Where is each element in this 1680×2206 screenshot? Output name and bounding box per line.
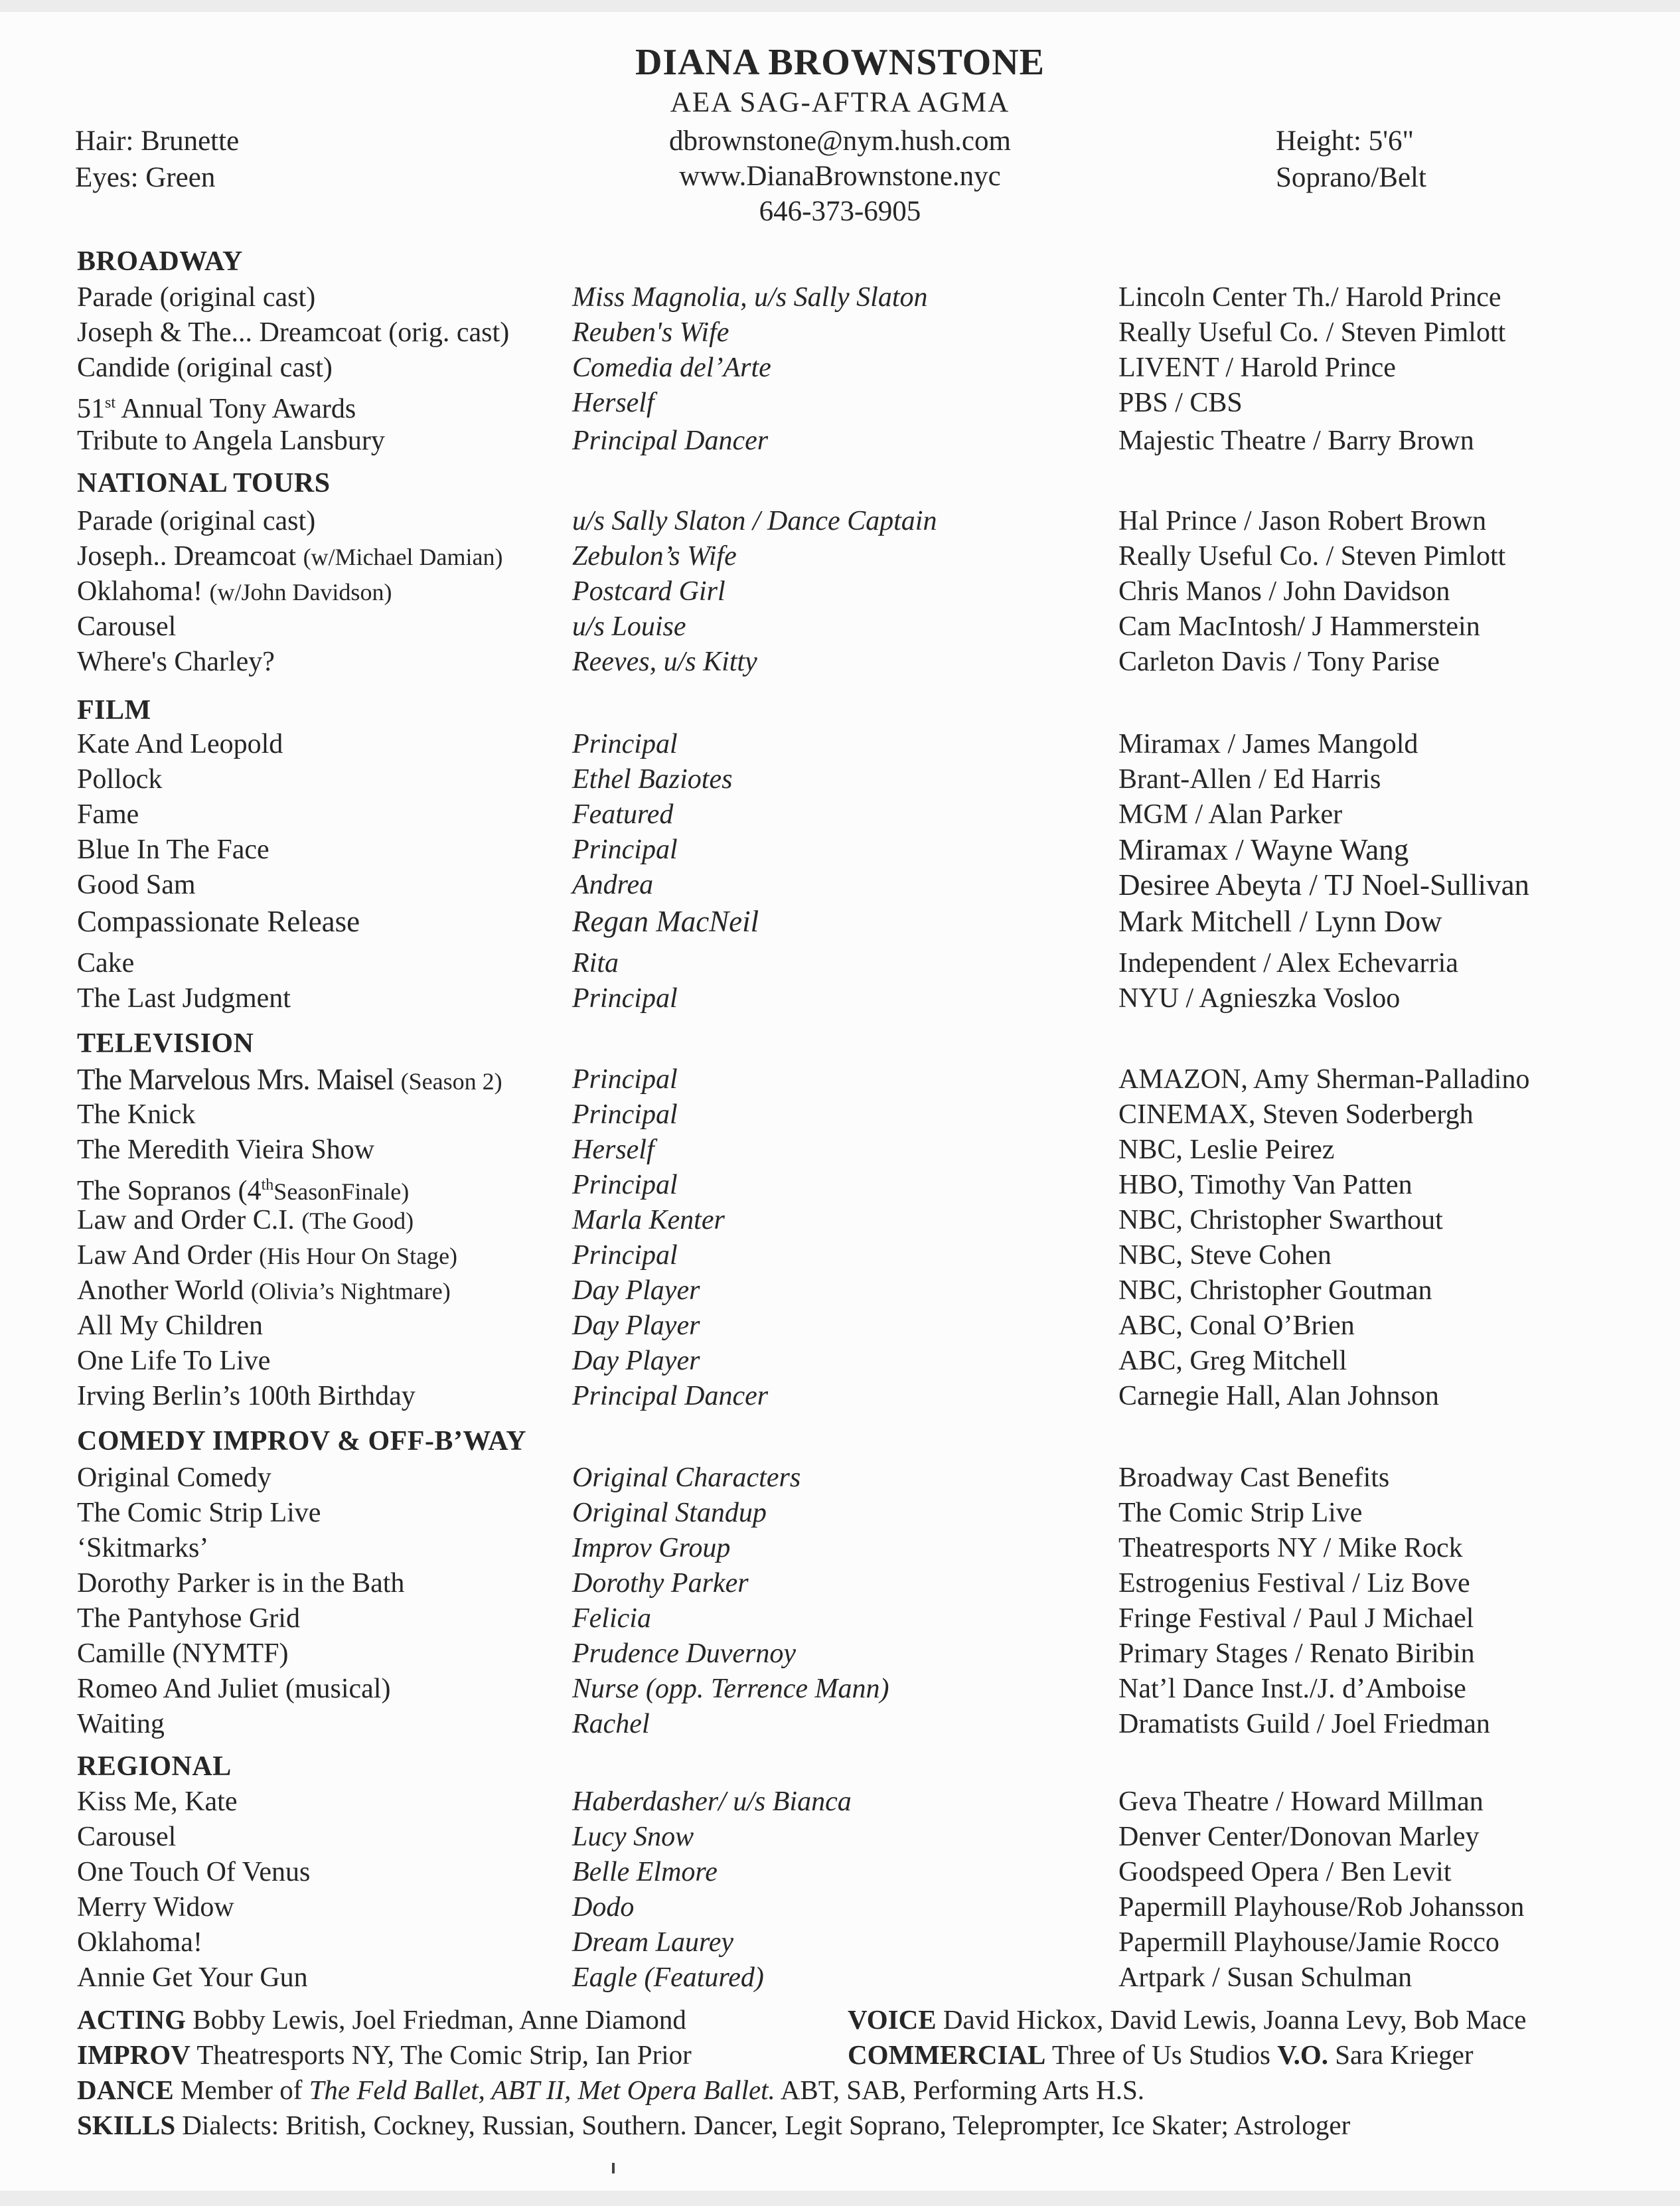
email-address: dbrownstone@nym.hush.com [669, 125, 1011, 157]
credit-show-note: (Olivia’s Nightmare) [250, 1278, 451, 1304]
credit-show: The Knick [77, 1099, 196, 1130]
training-dance-companies: The Feld Ballet, ABT II, Met Opera Ballet. [309, 2075, 775, 2105]
credit-show-note: (w/Michael Damian) [303, 544, 503, 570]
credit-role: Principal [572, 729, 678, 759]
credit-company: MGM / Alan Parker [1118, 799, 1343, 830]
credit-show: Annie Get Your Gun [77, 1962, 308, 1993]
credit-role: Day Player [572, 1275, 700, 1306]
training-acting [77, 2004, 686, 2035]
credit-row [0, 1566, 1680, 1601]
credit-company: Geva Theatre / Howard Millman [1118, 1786, 1484, 1817]
credit-company: LIVENT / Harold Prince [1118, 353, 1396, 383]
credit-show-title: Another World [77, 1275, 251, 1306]
credit-role: Day Player [572, 1346, 700, 1376]
credit-show-rest: SeasonFinale) [273, 1178, 410, 1205]
credit-role: Herself [572, 388, 654, 418]
credit-role: Ethel Baziotes [572, 764, 733, 795]
credit-company: Miramax / James Mangold [1118, 729, 1418, 759]
credit-show: Pollock [77, 764, 163, 795]
credit-show-note: (w/John Davidson) [209, 579, 392, 605]
credit-company: AMAZON, Amy Sherman-Palladino [1118, 1064, 1530, 1095]
skills-label: SKILLS [77, 2110, 176, 2140]
credit-show: One Life To Live [77, 1346, 271, 1376]
credit-row [0, 1531, 1680, 1566]
credit-role: Miss Magnolia, u/s Sally Slaton [572, 282, 928, 313]
credit-show: Parade (original cast) [77, 506, 316, 536]
section-title-national-tours: NATIONAL TOURS [77, 468, 331, 499]
credit-role: Andrea [572, 870, 654, 900]
credit-role: Principal [572, 983, 678, 1014]
credit-row [0, 1925, 1680, 1960]
credit-role: Haberdasher/ u/s Bianca [572, 1786, 852, 1817]
credit-show-number: 51 [77, 394, 105, 424]
credit-row [0, 424, 1680, 459]
credit-role: Improv Group [572, 1533, 731, 1563]
credit-role: Principal [572, 834, 678, 865]
credit-company: NBC, Leslie Peirez [1118, 1135, 1335, 1165]
credit-show: Carousel [77, 1822, 177, 1852]
credit-show: Carousel [77, 611, 177, 642]
section-title-television: TELEVISION [77, 1028, 254, 1059]
credit-company: Theatresports NY / Mike Rock [1118, 1533, 1463, 1563]
credit-role: Principal [572, 1064, 678, 1095]
credit-row [0, 1496, 1680, 1531]
credit-role: Principal [572, 1099, 678, 1130]
credit-row [0, 1168, 1680, 1206]
credit-company: Artpark / Susan Schulman [1118, 1962, 1413, 1993]
credit-show: Good Sam [77, 870, 196, 900]
credit-company: NBC, Christopher Swarthout [1118, 1205, 1443, 1235]
credit-row [0, 609, 1680, 645]
credit-show: Fame [77, 799, 139, 830]
credit-company: CINEMAX, Steven Soderbergh [1118, 1099, 1474, 1130]
scan-bottom-edge [0, 2191, 1680, 2206]
credit-role: Featured [572, 799, 674, 830]
hair-color: Hair: Brunette [75, 125, 240, 157]
credit-company: ABC, Greg Mitchell [1118, 1346, 1347, 1376]
credit-row [0, 1460, 1680, 1496]
credit-row [0, 946, 1680, 981]
credit-company: PBS / CBS [1118, 388, 1243, 418]
credit-row [0, 762, 1680, 797]
skills-text: Dialects: British, Cockney, Russian, Southern. Dancer, Legit Soprano, Teleprompter, Ice Skater; Astrologer [175, 2110, 1351, 2140]
credit-company: Carnegie Hall, Alan Johnson [1118, 1381, 1439, 1411]
credit-row [0, 1960, 1680, 1996]
credit-company: HBO, Timothy Van Patten [1118, 1170, 1413, 1200]
credit-role: Lucy Snow [572, 1822, 694, 1852]
credit-company: Lincoln Center Th./ Harold Prince [1118, 282, 1501, 313]
credit-show [77, 1062, 502, 1099]
credit-show-title: Joseph.. Dreamcoat [77, 541, 303, 572]
credit-role: Nurse (opp. Terrence Mann) [572, 1674, 889, 1704]
credit-role: Herself [572, 1135, 654, 1165]
credit-show: Original Comedy [77, 1462, 271, 1493]
credit-show: Merry Widow [77, 1892, 234, 1923]
credit-row [0, 386, 1680, 424]
credit-company: Really Useful Co. / Steven Pimlott [1118, 317, 1506, 348]
training-voice [848, 2004, 1526, 2035]
performer-name: DIANA BROWNSTONE [635, 42, 1045, 83]
credit-row [0, 1344, 1680, 1379]
credit-show: Candide (original cast) [77, 353, 333, 383]
credit-row [0, 280, 1680, 315]
credit-row [0, 351, 1680, 386]
union-affiliations: AEA SAG-AFTRA AGMA [670, 87, 1010, 118]
credit-company: The Comic Strip Live [1118, 1498, 1363, 1528]
credit-show: Romeo And Juliet (musical) [77, 1674, 391, 1704]
website-url: www.DianaBrownstone.nyc [679, 161, 1001, 192]
credit-show-title: The Marvelous Mrs. Maisel [77, 1063, 401, 1096]
credit-show: All My Children [77, 1310, 263, 1341]
credit-show-note: (Season 2) [400, 1068, 502, 1095]
credit-company: NBC, Steve Cohen [1118, 1240, 1332, 1271]
credit-show: Oklahoma! [77, 1927, 202, 1958]
credit-show: The Comic Strip Live [77, 1498, 321, 1528]
training-dance-text-a: Member of [173, 2075, 309, 2105]
training-dance-text-b: ABT, SAB, Performing Arts H.S. [775, 2075, 1144, 2105]
credit-show [77, 539, 502, 575]
credit-role: Rita [572, 948, 619, 979]
credit-show: Waiting [77, 1709, 165, 1739]
credit-role: Regan MacNeil [572, 905, 759, 938]
credit-company: ABC, Conal O’Brien [1118, 1310, 1355, 1341]
training-commercial [848, 2039, 1474, 2071]
training-commercial-label: COMMERCIAL [848, 2039, 1046, 2070]
training-improv-label: IMPROV [77, 2039, 191, 2070]
credit-role: Principal [572, 1170, 678, 1200]
credit-role: Principal Dancer [572, 426, 769, 456]
training-voice-label: VOICE [848, 2004, 937, 2035]
credit-show: Compassionate Release [77, 905, 360, 938]
credit-company: Estrogenius Festival / Liz Bove [1118, 1568, 1470, 1599]
credit-show: Cake [77, 948, 135, 979]
credit-role: Zebulon’s Wife [572, 541, 737, 572]
training-dance [77, 2074, 1144, 2106]
credit-row [0, 981, 1680, 1016]
credit-role: Eagle (Featured) [572, 1962, 764, 1993]
credit-company: Dramatists Guild / Joel Friedman [1118, 1709, 1490, 1739]
credit-row [0, 832, 1680, 868]
credit-role: Day Player [572, 1310, 700, 1341]
credit-role: u/s Louise [572, 611, 686, 642]
credit-show-note: (The Good) [301, 1208, 414, 1234]
credit-company: Miramax / Wayne Wang [1118, 833, 1409, 866]
credit-show: Where's Charley? [77, 647, 275, 677]
credit-show [77, 1203, 414, 1239]
credit-row [0, 1890, 1680, 1925]
credit-show: Dorothy Parker is in the Bath [77, 1568, 405, 1599]
training-improv [77, 2039, 692, 2071]
credit-role: Principal Dancer [572, 1381, 769, 1411]
credit-company: Independent / Alex Echevarria [1118, 948, 1458, 979]
credit-role: Dream Laurey [572, 1927, 734, 1958]
credit-show-title: Law And Order [77, 1240, 260, 1271]
credit-company: Primary Stages / Renato Biribin [1118, 1638, 1475, 1669]
credit-row [0, 645, 1680, 680]
credit-row [0, 1062, 1680, 1097]
scan-top-edge [0, 0, 1680, 12]
credit-show-rest: Annual Tony Awards [115, 394, 356, 424]
credit-company: Fringe Festival / Paul J Michael [1118, 1603, 1474, 1634]
credit-company: Denver Center/Donovan Marley [1118, 1822, 1480, 1852]
credit-row [0, 1601, 1680, 1636]
credit-row [0, 1097, 1680, 1133]
credit-row [0, 868, 1680, 903]
credit-show [77, 574, 392, 610]
credit-show: Kate And Leopold [77, 729, 283, 759]
training-acting-text: Bobby Lewis, Joel Friedman, Anne Diamond [186, 2004, 686, 2035]
credit-show: One Touch Of Venus [77, 1857, 311, 1887]
credit-company: Goodspeed Opera / Ben Levit [1118, 1857, 1452, 1887]
credit-show-title: The Sopranos (4 [77, 1176, 262, 1206]
credit-show-ordinal: th [261, 1176, 274, 1194]
credit-role: Postcard Girl [572, 576, 725, 607]
credit-row [0, 1855, 1680, 1890]
training-acting-label: ACTING [77, 2004, 187, 2035]
credit-role: Comedia del’Arte [572, 353, 771, 383]
section-title-film: FILM [77, 695, 151, 726]
credit-role: Original Characters [572, 1462, 801, 1493]
training-vo-label: V.O. [1277, 2039, 1328, 2070]
credit-row [0, 1238, 1680, 1273]
credit-show-ordinal: st [105, 394, 116, 412]
credit-company: Brant-Allen / Ed Harris [1118, 764, 1381, 795]
height: Height: 5'6" [1276, 125, 1414, 157]
credit-row [0, 574, 1680, 609]
training-improv-text: Theatresports NY, The Comic Strip, Ian Prior [190, 2039, 692, 2070]
credit-show-title: Oklahoma! [77, 576, 210, 607]
credit-show [77, 1238, 457, 1274]
credit-company: Mark Mitchell / Lynn Dow [1118, 905, 1442, 938]
credit-show [77, 386, 356, 427]
credit-show: Camille (NYMTF) [77, 1638, 289, 1669]
credit-role: Dorothy Parker [572, 1568, 749, 1599]
credit-role: u/s Sally Slaton / Dance Captain [572, 506, 937, 536]
credit-role: Belle Elmore [572, 1857, 718, 1887]
credit-show: The Pantyhose Grid [77, 1603, 300, 1634]
credit-row [0, 1379, 1680, 1414]
credit-row [0, 904, 1680, 939]
section-title-comedy-improv: COMEDY IMPROV & OFF-B’WAY [77, 1426, 527, 1457]
scan-speck [612, 2163, 615, 2173]
credit-company: Chris Manos / John Davidson [1118, 576, 1450, 607]
credit-show: Parade (original cast) [77, 282, 316, 313]
credit-show: ‘Skitmarks’ [77, 1533, 209, 1563]
credit-role: Reeves, u/s Kitty [572, 647, 757, 677]
credit-role: Reuben's Wife [572, 317, 729, 348]
training-vo-text: Sara Krieger [1328, 2039, 1474, 2070]
credit-show: Joseph & The... Dreamcoat (orig. cast) [77, 317, 510, 348]
credit-company: Cam MacIntosh/ J Hammerstein [1118, 611, 1480, 642]
credit-row [0, 1820, 1680, 1855]
credit-company: Hal Prince / Jason Robert Brown [1118, 506, 1487, 536]
credit-show: Blue In The Face [77, 834, 269, 865]
special-skills [77, 2109, 1350, 2141]
section-title-regional: REGIONAL [77, 1751, 232, 1782]
credit-role: Rachel [572, 1709, 650, 1739]
credit-company: NBC, Christopher Goutman [1118, 1275, 1432, 1306]
section-title-broadway: BROADWAY [77, 246, 243, 277]
credit-row [0, 1133, 1680, 1168]
credit-row [0, 727, 1680, 762]
credit-show-note: (His Hour On Stage) [259, 1243, 458, 1269]
credit-row [0, 1273, 1680, 1308]
credit-row [0, 1707, 1680, 1742]
credit-row [0, 1203, 1680, 1238]
credit-row [0, 1784, 1680, 1820]
credit-show: Tribute to Angela Lansbury [77, 426, 385, 456]
training-commercial-text: Three of Us Studios [1045, 2039, 1278, 2070]
phone-number: 646-373-6905 [759, 196, 921, 227]
credit-role: Felicia [572, 1603, 651, 1634]
credit-role: Principal [572, 1240, 678, 1271]
credit-role: Dodo [572, 1892, 635, 1923]
credit-row [0, 1636, 1680, 1672]
credit-row [0, 1672, 1680, 1707]
voice-type: Soprano/Belt [1276, 162, 1426, 193]
credit-role: Original Standup [572, 1498, 767, 1528]
credit-company: Broadway Cast Benefits [1118, 1462, 1390, 1493]
credit-show-title: Law and Order C.I. [77, 1205, 302, 1235]
credit-row [0, 504, 1680, 539]
credit-row [0, 1308, 1680, 1344]
credit-show [77, 1273, 451, 1309]
credit-company: Desiree Abeyta / TJ Noel-Sullivan [1118, 868, 1530, 902]
credit-row [0, 797, 1680, 832]
credit-show: The Last Judgment [77, 983, 291, 1014]
credit-row [0, 315, 1680, 351]
eye-color: Eyes: Green [75, 162, 216, 193]
credit-role: Marla Kenter [572, 1205, 725, 1235]
credit-company: Papermill Playhouse/Rob Johansson [1118, 1892, 1525, 1923]
credit-company: Really Useful Co. / Steven Pimlott [1118, 541, 1506, 572]
credit-show: The Meredith Vieira Show [77, 1135, 375, 1165]
credit-company: Nat’l Dance Inst./J. d’Amboise [1118, 1674, 1466, 1704]
credit-company: Papermill Playhouse/Jamie Rocco [1118, 1927, 1499, 1958]
credit-company: NYU / Agnieszka Vosloo [1118, 983, 1401, 1014]
credit-role: Prudence Duvernoy [572, 1638, 797, 1669]
training-dance-label: DANCE [77, 2075, 174, 2105]
training-voice-text: David Hickox, David Lewis, Joanna Levy, Bob Mace [936, 2004, 1527, 2035]
credit-company: Carleton Davis / Tony Parise [1118, 647, 1440, 677]
credit-company: Majestic Theatre / Barry Brown [1118, 426, 1474, 456]
credit-show: Irving Berlin’s 100th Birthday [77, 1381, 416, 1411]
credit-row [0, 539, 1680, 574]
credit-show: Kiss Me, Kate [77, 1786, 238, 1817]
